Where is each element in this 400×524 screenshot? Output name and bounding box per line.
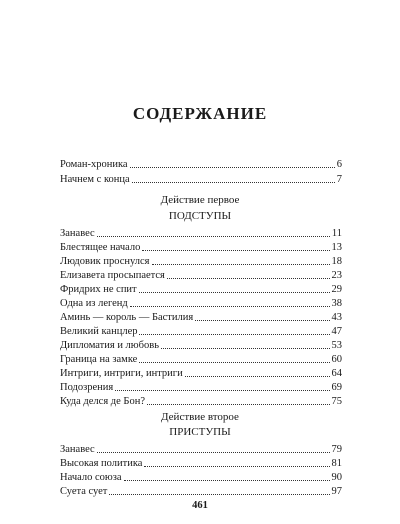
- dot-leader: [132, 182, 335, 183]
- toc-entry-page: 64: [331, 368, 342, 379]
- toc-entry: [60, 255, 342, 268]
- dot-leader: [130, 167, 335, 168]
- toc-entry: [60, 381, 342, 394]
- toc-entry: [60, 227, 342, 240]
- dot-leader: [124, 480, 330, 481]
- dot-leader: [195, 320, 329, 321]
- toc-entry-page: 29: [331, 284, 342, 295]
- toc-entry-label: Занавес: [60, 444, 95, 455]
- toc-entry: [60, 173, 342, 186]
- toc-entry: [60, 325, 342, 338]
- toc-entry-label: Великий канцлер: [60, 326, 138, 337]
- dot-leader: [161, 348, 330, 349]
- toc-entry-page: 53: [331, 340, 342, 351]
- dot-leader: [147, 404, 330, 405]
- dot-leader: [142, 250, 329, 251]
- dot-leader: [109, 494, 329, 495]
- toc-entry-page: 11: [331, 228, 342, 239]
- toc-entry-label: Интриги, интриги, интриги: [60, 368, 183, 379]
- toc-entry: [60, 471, 342, 484]
- dot-leader: [185, 376, 330, 377]
- toc-entry-label: Граница на замке: [60, 354, 138, 365]
- toc-entry-label: Начало союза: [60, 472, 122, 483]
- toc-entry-label: Одна из легенд: [60, 298, 128, 309]
- toc-entry-label: Куда делся де Бон?: [60, 396, 145, 407]
- dot-leader: [130, 306, 330, 307]
- dot-leader: [115, 390, 329, 391]
- toc-entry: [60, 395, 342, 408]
- toc-entry: [60, 457, 342, 470]
- toc-entry: [60, 485, 342, 498]
- dot-leader: [139, 292, 330, 293]
- toc-entry-label: Начнем с конца: [60, 174, 130, 185]
- dot-leader: [97, 236, 330, 237]
- toc-entry-label: Суета сует: [60, 486, 108, 497]
- dot-leader: [167, 278, 330, 279]
- toc-entry-page: 75: [331, 396, 342, 407]
- toc-entry-label: Роман-хроника: [60, 159, 128, 170]
- toc-entry-label: Высокая политика: [60, 458, 143, 469]
- toc-entry: [60, 367, 342, 380]
- toc-entry-label: Занавес: [60, 228, 95, 239]
- toc-entry: [60, 311, 342, 324]
- toc-entry-page: 47: [331, 326, 342, 337]
- toc-entry-label: Аминь — король — Бастилия: [60, 312, 194, 323]
- toc-entry: [60, 269, 342, 282]
- page-number: 461: [192, 500, 208, 511]
- toc-entry-label: Людовик проснулся: [60, 256, 150, 267]
- dot-leader: [97, 452, 330, 453]
- part-title: Действие первое: [160, 194, 240, 206]
- toc-entry: [60, 297, 342, 310]
- toc-entry-page: 43: [331, 312, 342, 323]
- toc-entry-page: 6: [336, 159, 342, 170]
- toc-entry-page: 7: [336, 174, 342, 185]
- toc-entry-page: 18: [331, 256, 342, 267]
- toc-entry: [60, 353, 342, 366]
- toc-entry-page: 81: [331, 458, 342, 469]
- toc-entry-page: 13: [331, 242, 342, 253]
- toc-entry-label: Блестящее начало: [60, 242, 141, 253]
- toc-entry-page: 69: [331, 382, 342, 393]
- dot-leader: [139, 334, 329, 335]
- toc-entry-label: Дипломатия и любовь: [60, 340, 159, 351]
- part-title: Действие второе: [161, 411, 239, 423]
- part-subtitle: ПОДСТУПЫ: [168, 210, 232, 222]
- toc-entry: [60, 158, 342, 171]
- toc-entry-page: 97: [331, 486, 342, 497]
- toc-entry-page: 23: [331, 270, 342, 281]
- toc-entry-page: 90: [331, 472, 342, 483]
- toc-entry: [60, 443, 342, 456]
- toc-entry-page: 79: [331, 444, 342, 455]
- toc-entry: [60, 283, 342, 296]
- part-subtitle: ПРИСТУПЫ: [169, 426, 231, 438]
- toc-entry: [60, 339, 342, 352]
- dot-leader: [144, 466, 329, 467]
- toc-entry-label: Фридрих не спит: [60, 284, 137, 295]
- toc-entry-label: Подозрения: [60, 382, 114, 393]
- toc-entry-page: 38: [331, 298, 342, 309]
- toc-entry: [60, 241, 342, 254]
- toc-entry-label: Елизавета просыпается: [60, 270, 165, 281]
- dot-leader: [152, 264, 330, 265]
- dot-leader: [139, 362, 329, 363]
- page-title: СОДЕРЖАНИЕ: [132, 104, 268, 123]
- toc-entry-page: 60: [331, 354, 342, 365]
